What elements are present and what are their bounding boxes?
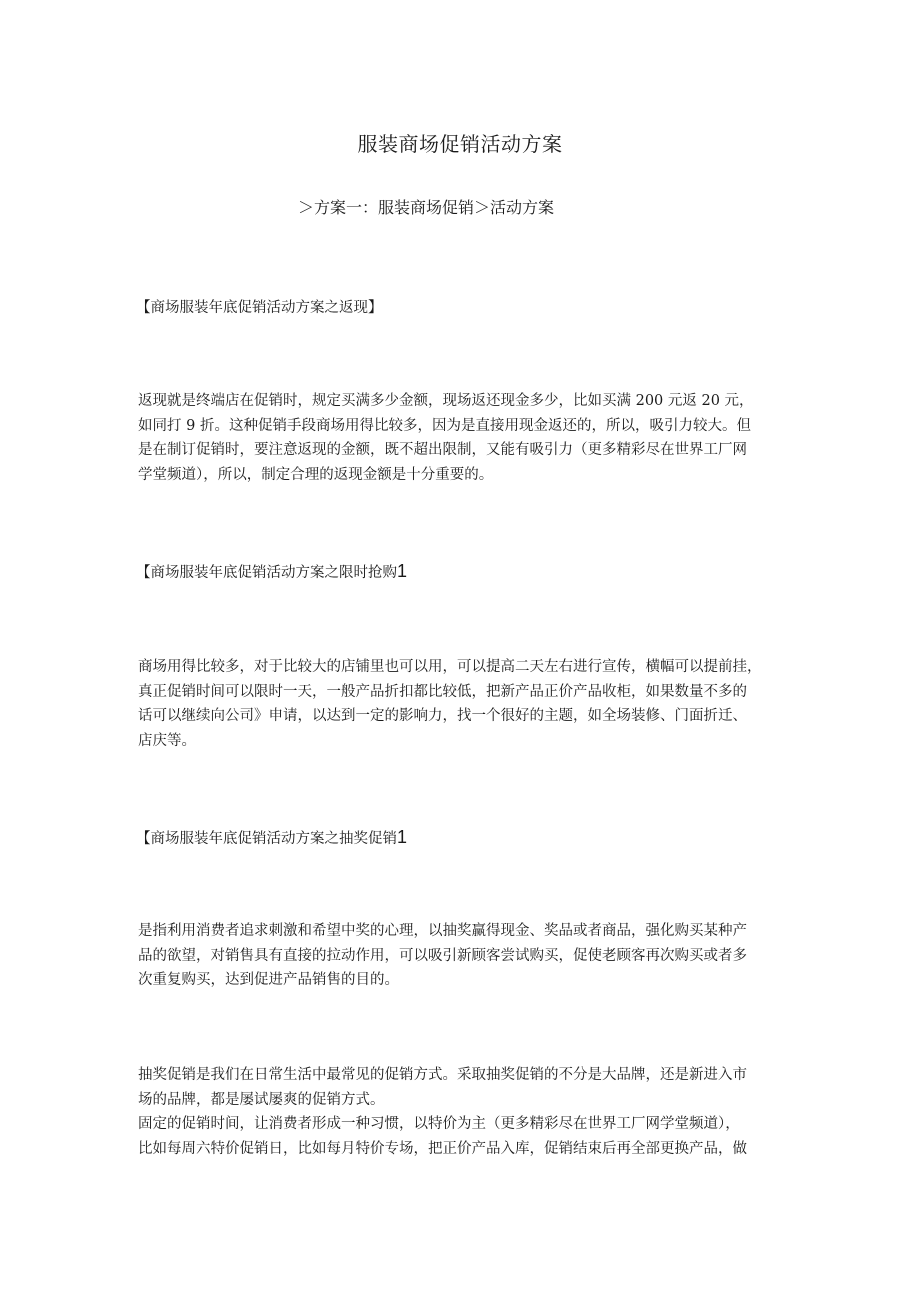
paragraph-cashback	[138, 389, 798, 487]
paragraph-line: 学堂频道），所以，制定合理的返现金额是十分重要的。	[138, 466, 494, 483]
paragraph-line: 品的欲望，对销售具有直接的拉动作用，可以吸引新顾客尝试购买，促使老顾客再次购买或者多	[138, 947, 747, 964]
section-heading-flash-sale	[136, 560, 407, 584]
section-heading-text: 【商场服装年底促销活动方案之抽奖促销	[136, 831, 397, 847]
paragraph-line: 是指利用消费者追求刺激和希望中奖的心理，以抽奖赢得现金、奖品或者商品，强化购买某种产	[138, 923, 747, 939]
document-title: 服装商场促销活动方案	[357, 132, 563, 156]
paragraph-line: 话可以继续向公司》申请，以达到一定的影响力，找一个很好的主题，如全场装修、门面折迁、	[138, 708, 747, 724]
paragraph-line: 商场用得比较多，对于比较大的店铺里也可以用，可以提高二天左右进行宣传，横幅可以提前挂，	[138, 659, 762, 675]
paragraph-line: 是在制订促销时，要注意返现的金额，既不超出限制，又能有吸引力（更多精彩尽在世界工厂网	[138, 442, 747, 458]
paragraph-line: 比如每周六特价促销日，比如每月特价专场，把正价产品入库，促销结束后再全部更换产品，做	[138, 1140, 747, 1157]
paragraph-line: 如同打 9 折。这种促销手段商场用得比较多，因为是直接用现金返还的，所以，吸引力较大。但	[138, 417, 751, 434]
section-heading-number: 1	[397, 827, 408, 847]
section-heading-number: 1	[397, 561, 408, 581]
section-heading-text: 【商场服装年底促销活动方案之限时抢购	[136, 565, 397, 581]
paragraph-lottery-intro	[138, 919, 798, 993]
paragraph-line: 店庆等。	[138, 732, 196, 749]
paragraph-flash-sale	[138, 655, 798, 753]
paragraph-line: 次重复购买，达到促进产品销售的目的。	[138, 972, 399, 988]
document-subtitle: ＞方案一：服装商场促销＞活动方案	[298, 198, 555, 217]
paragraph-lottery-detail	[138, 1063, 798, 1161]
paragraph-line: 场的品牌，都是屡试屡爽的促销方式。	[138, 1091, 385, 1108]
paragraph-line: 真正促销时间可以限时一天，一般产品折扣都比较低，把新产品正价产品收柜，如果数量不多的	[138, 683, 747, 700]
section-heading-text: 【商场服装年底促销活动方案之返现】	[136, 300, 383, 316]
paragraph-line: 固定的促销时间，让消费者形成一种习惯，以特价为主（更多精彩尽在世界工厂网学堂频道），	[138, 1116, 740, 1132]
section-heading-cashback	[136, 297, 383, 319]
section-heading-lottery	[136, 826, 407, 850]
paragraph-line: 返现就是终端店在促销时，规定买满多少金额，现场返还现金多少，比如买满 200 元返 20 元，	[138, 393, 754, 409]
paragraph-line: 抽奖促销是我们在日常生活中最常见的促销方式。采取抽奖促销的不分是大品牌，还是新进入市	[138, 1067, 747, 1083]
